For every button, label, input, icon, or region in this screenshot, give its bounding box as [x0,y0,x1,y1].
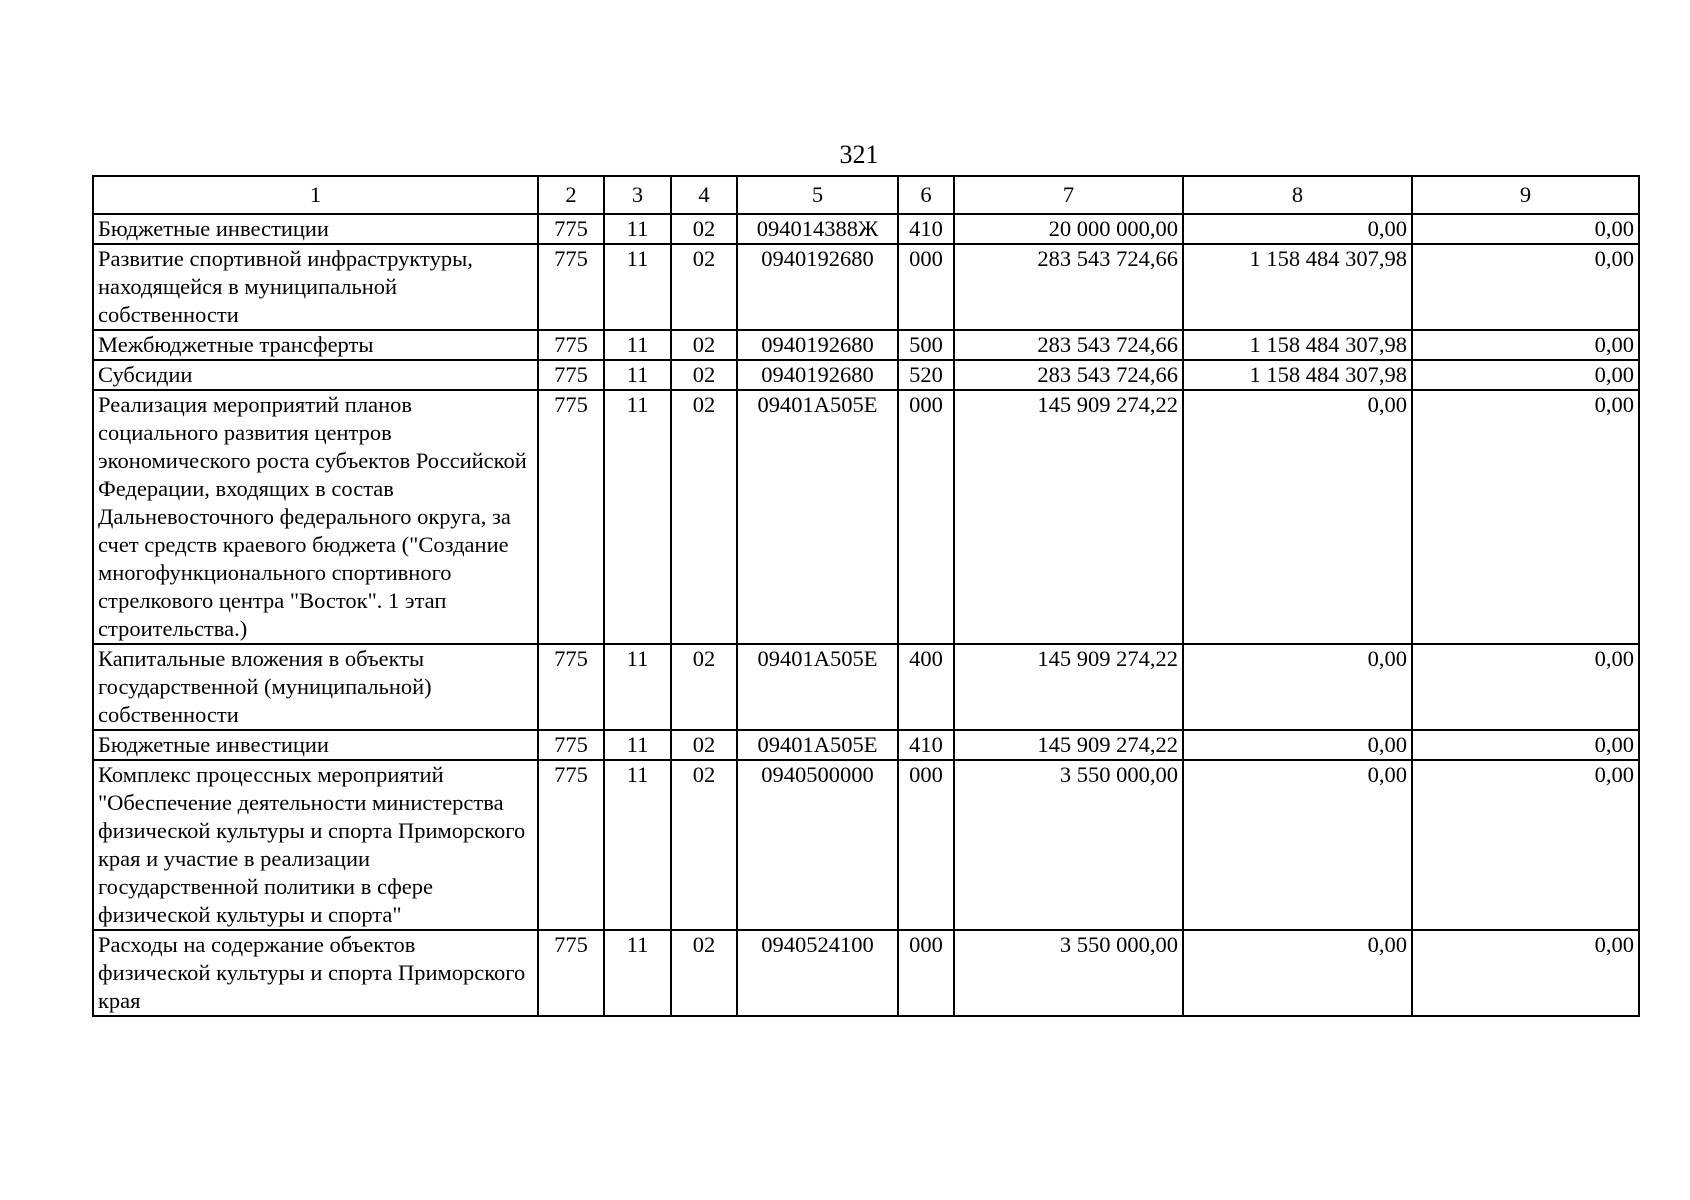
ministry-code: 775 [538,760,604,930]
table-body [93,214,1639,1016]
amount-col-8: 0,00 [1183,760,1412,930]
column-header-1: 1 [93,176,538,214]
column-header-8: 8 [1183,176,1412,214]
subsection-code: 02 [671,730,737,760]
ministry-code: 775 [538,644,604,730]
subsection-code: 02 [671,360,737,390]
row-name: Межбюджетные трансферты [93,330,538,360]
expense-type-code: 410 [898,214,954,244]
amount-col-8: 0,00 [1183,214,1412,244]
table-row [93,760,1639,930]
row-name: Реализация мероприятий планов социального развития центров экономического роста субъектов Российской Федерации, входящих в состав Дальневосточного федерального округа, за счет средств краевого бюджета ("Создание многофункционального спортивного стрелкового центра "Восток". 1 этап строительства.) [93,390,538,644]
section-code: 11 [604,390,671,644]
column-header-3: 3 [604,176,671,214]
section-code: 11 [604,930,671,1016]
row-name: Расходы на содержание объектов физической культуры и спорта Приморского края [93,930,538,1016]
amount-col-7: 3 550 000,00 [954,760,1183,930]
ministry-code: 775 [538,390,604,644]
section-code: 11 [604,644,671,730]
target-article-code: 0940500000 [737,760,898,930]
subsection-code: 02 [671,930,737,1016]
expense-type-code: 000 [898,760,954,930]
amount-col-9: 0,00 [1412,644,1639,730]
expense-type-code: 520 [898,360,954,390]
subsection-code: 02 [671,214,737,244]
subsection-code: 02 [671,390,737,644]
target-article-code: 0940192680 [737,330,898,360]
column-header-4: 4 [671,176,737,214]
amount-col-8: 1 158 484 307,98 [1183,330,1412,360]
column-header-7: 7 [954,176,1183,214]
ministry-code: 775 [538,930,604,1016]
table-row [93,730,1639,760]
amount-col-7: 283 543 724,66 [954,360,1183,390]
ministry-code: 775 [538,244,604,330]
page-number: 321 [839,140,879,169]
amount-col-7: 3 550 000,00 [954,930,1183,1016]
target-article-code: 0940524100 [737,930,898,1016]
amount-col-8: 1 158 484 307,98 [1183,360,1412,390]
table-row [93,930,1639,1016]
amount-col-9: 0,00 [1412,244,1639,330]
section-code: 11 [604,214,671,244]
section-code: 11 [604,730,671,760]
subsection-code: 02 [671,330,737,360]
column-header-6: 6 [898,176,954,214]
target-article-code: 094014388Ж [737,214,898,244]
target-article-code: 09401A505E [737,644,898,730]
column-header-9: 9 [1412,176,1639,214]
table-row [93,214,1639,244]
section-code: 11 [604,360,671,390]
amount-col-8: 0,00 [1183,390,1412,644]
target-article-code: 0940192680 [737,360,898,390]
row-name: Бюджетные инвестиции [93,730,538,760]
row-name: Бюджетные инвестиции [93,214,538,244]
column-header-5: 5 [737,176,898,214]
expense-type-code: 000 [898,390,954,644]
ministry-code: 775 [538,360,604,390]
amount-col-9: 0,00 [1412,330,1639,360]
amount-col-9: 0,00 [1412,730,1639,760]
amount-col-7: 145 909 274,22 [954,644,1183,730]
expense-type-code: 500 [898,330,954,360]
subsection-code: 02 [671,760,737,930]
amount-col-7: 283 543 724,66 [954,244,1183,330]
expense-type-code: 400 [898,644,954,730]
amount-col-9: 0,00 [1412,214,1639,244]
amount-col-7: 145 909 274,22 [954,390,1183,644]
column-number-row [93,176,1639,214]
budget-table [92,175,1640,1017]
table-row [93,644,1639,730]
amount-col-9: 0,00 [1412,760,1639,930]
table-row [93,330,1639,360]
subsection-code: 02 [671,644,737,730]
table-row [93,244,1639,330]
column-header-2: 2 [538,176,604,214]
amount-col-8: 1 158 484 307,98 [1183,244,1412,330]
section-code: 11 [604,244,671,330]
ministry-code: 775 [538,330,604,360]
amount-col-8: 0,00 [1183,730,1412,760]
amount-col-9: 0,00 [1412,390,1639,644]
row-name: Капитальные вложения в объекты государственной (муниципальной) собственности [93,644,538,730]
row-name: Субсидии [93,360,538,390]
amount-col-8: 0,00 [1183,930,1412,1016]
amount-col-9: 0,00 [1412,930,1639,1016]
section-code: 11 [604,330,671,360]
expense-type-code: 000 [898,930,954,1016]
row-name: Комплекс процессных мероприятий "Обеспечение деятельности министерства физической культуры и спорта Приморского края и участие в реализации государственной политики в сфере физической культуры и спорта" [93,760,538,930]
row-name: Развитие спортивной инфраструктуры, находящейся в муниципальной собственности [93,244,538,330]
ministry-code: 775 [538,214,604,244]
target-article-code: 0940192680 [737,244,898,330]
expense-type-code: 000 [898,244,954,330]
amount-col-7: 20 000 000,00 [954,214,1183,244]
table-row [93,360,1639,390]
table-row [93,390,1639,644]
amount-col-7: 283 543 724,66 [954,330,1183,360]
subsection-code: 02 [671,244,737,330]
target-article-code: 09401A505E [737,390,898,644]
section-code: 11 [604,760,671,930]
expense-type-code: 410 [898,730,954,760]
amount-col-7: 145 909 274,22 [954,730,1183,760]
target-article-code: 09401A505E [737,730,898,760]
amount-col-8: 0,00 [1183,644,1412,730]
amount-col-9: 0,00 [1412,360,1639,390]
ministry-code: 775 [538,730,604,760]
